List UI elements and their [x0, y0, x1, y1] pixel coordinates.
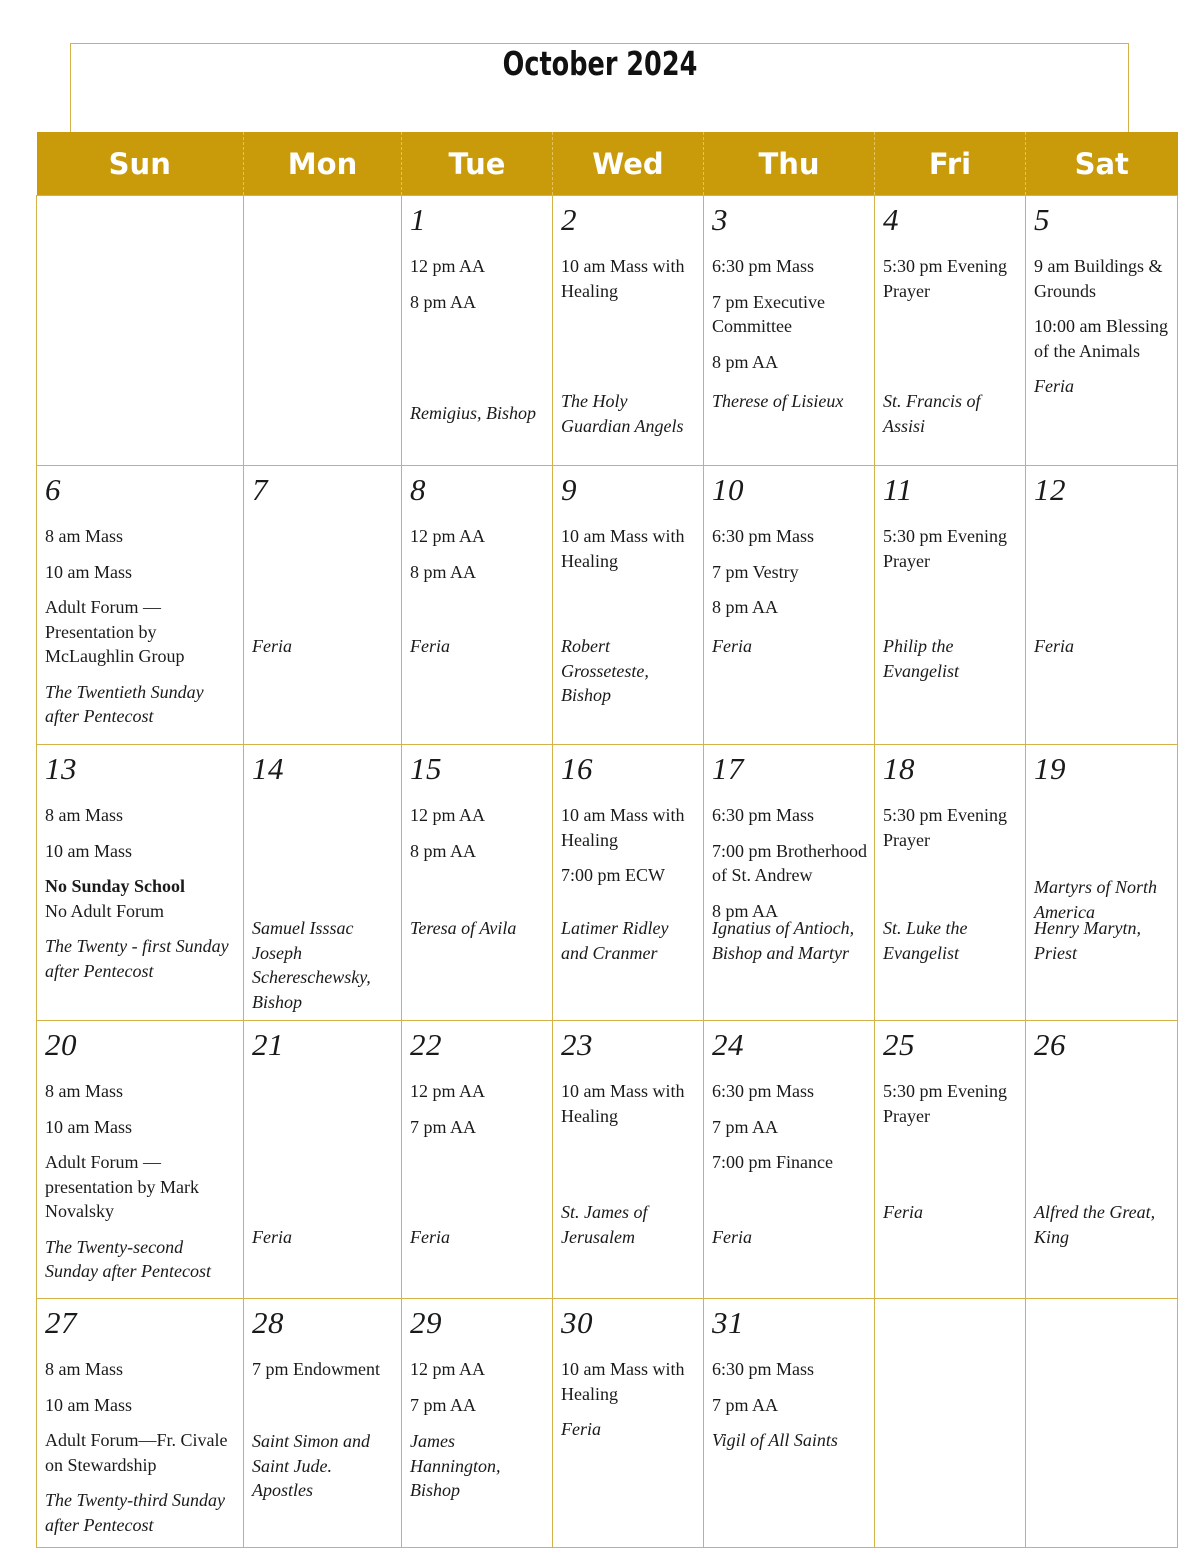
page-title: October 2024 [502, 44, 698, 83]
day-cell-content [875, 1299, 1025, 1547]
day-cell-content [704, 1021, 874, 1298]
day-number: 19 [1034, 751, 1066, 786]
day-cell-content [37, 745, 243, 1020]
day-number: 7 [252, 472, 268, 507]
day-cell-fri [875, 745, 1026, 1021]
event-item: 10 am Mass with Healing [561, 1359, 685, 1404]
event-item: 5:30 pm Evening Prayer [883, 1081, 1007, 1126]
day-cell-content [553, 196, 703, 465]
week-row [37, 1021, 1178, 1299]
day-cell-content [704, 466, 874, 744]
day-cell-sat [1026, 1299, 1178, 1548]
event-item: 10 am Mass [45, 561, 132, 582]
day-cell-content [553, 1021, 703, 1298]
event-item: 6:30 pm Mass [712, 526, 815, 546]
day-cell-tue [402, 466, 553, 745]
day-cell-wed [553, 1021, 704, 1299]
feast-day-label: Feria [252, 636, 292, 656]
feast-day-label: Philip the Evangelist [883, 636, 959, 681]
feast-day-label: St. Luke the Evangelist [883, 918, 968, 963]
week-row [37, 466, 1178, 745]
day-number: 9 [561, 472, 577, 507]
day-cell-tue [402, 745, 553, 1021]
event-item: 12 pm AA [410, 526, 486, 546]
feast-day-label: James Hannington, Bishop [410, 1431, 501, 1500]
feast-day-label: The Twenty - first Sunday after Pentecost [45, 936, 229, 981]
event-item: 7 pm Endowment [252, 1359, 380, 1379]
day-cell-fri [875, 1299, 1026, 1548]
day-number: 28 [252, 1305, 284, 1340]
day-cell-content [704, 1299, 874, 1547]
day-cell-fri [875, 196, 1026, 466]
day-cell-content [37, 466, 243, 744]
day-number: 18 [883, 751, 915, 786]
day-cell-content [875, 1021, 1025, 1298]
day-cell-thu [704, 196, 875, 466]
feast-day-label: St. James of Jerusalem [561, 1202, 648, 1247]
feast-day-label: The Holy Guardian Angels [561, 391, 684, 436]
day-cell-mon [244, 196, 402, 466]
day-cell-sat [1026, 196, 1178, 466]
feast-day-label: Alfred the Great, King [1034, 1202, 1156, 1247]
event-item: 5:30 pm Evening Prayer [883, 526, 1007, 571]
day-cell-sat [1026, 466, 1178, 745]
feast-day-label: Martyrs of North America [1034, 877, 1158, 922]
feast-day-label: Vigil of All Saints [712, 1430, 838, 1450]
weekday-header-row [37, 132, 1178, 196]
feast-day-label: Feria [410, 1227, 450, 1247]
event-item: 10 am Mass with Healing [561, 526, 685, 571]
day-number: 21 [252, 1027, 284, 1062]
event-item: 12 pm AA [410, 256, 486, 276]
event-item: 8 am Mass [45, 526, 123, 546]
day-cell-tue [402, 1299, 553, 1548]
event-item: 8 pm AA [410, 291, 477, 312]
day-cell-content [875, 745, 1025, 1020]
day-number: 27 [45, 1305, 77, 1340]
day-number: 25 [883, 1027, 915, 1062]
day-cell-content [1026, 745, 1177, 1020]
weekday-mon: Mon [244, 132, 402, 196]
event-item: 7 pm Vestry [712, 561, 799, 582]
day-number: 22 [410, 1027, 442, 1062]
event-item: 7 pm AA [712, 1116, 779, 1137]
event-item: Adult Forum—Fr. Civale on Stewardship [45, 1430, 228, 1475]
day-number: 3 [712, 202, 728, 237]
feast-day-label: The Twentieth Sunday after Pentecost [45, 681, 204, 726]
event-item: No Adult Forum [45, 900, 165, 921]
day-number: 31 [712, 1305, 744, 1340]
feast-day-label: Latimer Ridley and Cranmer [561, 918, 669, 963]
week-row [37, 196, 1178, 466]
day-cell-mon [244, 1299, 402, 1548]
event-item: Adult Forum — Presentation by McLaughlin Group [45, 597, 185, 666]
day-number: 4 [883, 202, 899, 237]
event-item: 10 am Mass [45, 1394, 132, 1415]
day-cell-tue [402, 1021, 553, 1299]
day-cell-mon [244, 466, 402, 745]
feast-day-label: Feria [712, 636, 752, 656]
event-item: 10 am Mass [45, 1116, 132, 1137]
day-cell-content [37, 1021, 243, 1298]
feast-day-label: Feria [883, 1202, 923, 1222]
feast-day-label: The Twenty-second Sunday after Pentecost [45, 1236, 211, 1281]
feast-day-label: Saint Simon and Saint Jude. Apostles [252, 1431, 371, 1500]
weekday-tue: Tue [402, 132, 553, 196]
event-item: 8 pm AA [712, 900, 779, 921]
event-item: 8 am Mass [45, 805, 123, 825]
event-item: 8 pm AA [410, 840, 477, 861]
day-number: 29 [410, 1305, 442, 1340]
day-cell-content [402, 745, 552, 1020]
event-item: 10 am Mass with Healing [561, 256, 685, 301]
day-number: 26 [1034, 1027, 1066, 1062]
day-number: 11 [883, 472, 913, 507]
day-number: 10 [712, 472, 744, 507]
event-item: 10:00 am Blessing of the Animals [1034, 316, 1168, 361]
day-cell-sun [37, 1021, 244, 1299]
day-cell-content [244, 1021, 401, 1298]
feast-day-label: Robert Grosseteste, Bishop [561, 636, 649, 705]
day-cell-thu [704, 745, 875, 1021]
event-item: 12 pm AA [410, 1081, 486, 1101]
day-number: 2 [561, 202, 577, 237]
event-item: 10 am Mass with Healing [561, 1081, 685, 1126]
feast-day-label: Samuel Isssac Joseph Schereschewsky, Bishop [252, 918, 371, 1012]
day-cell-thu [704, 1021, 875, 1299]
feast-day-label: Feria [410, 636, 450, 656]
event-item: 8 pm AA [410, 561, 477, 582]
day-cell-content [402, 1021, 552, 1298]
day-cell-thu [704, 1299, 875, 1548]
event-item: 8 pm AA [712, 597, 779, 617]
event-item: 12 pm AA [410, 805, 486, 825]
day-number: 13 [45, 751, 77, 786]
event-item: 8 pm AA [712, 351, 779, 372]
day-number: 15 [410, 751, 442, 786]
day-cell-content [402, 466, 552, 744]
day-number: 1 [410, 202, 426, 237]
day-cell-content [244, 745, 401, 1020]
day-number: 24 [712, 1027, 744, 1062]
feast-day-label: Feria [712, 1227, 752, 1247]
day-cell-wed [553, 745, 704, 1021]
day-cell-content [1026, 196, 1177, 465]
day-cell-fri [875, 1021, 1026, 1299]
event-item: 6:30 pm Mass [712, 1081, 815, 1101]
event-item: 6:30 pm Mass [712, 256, 815, 276]
feast-day-label: St. Francis of Assisi [883, 391, 981, 436]
weekday-thu: Thu [704, 132, 875, 196]
day-number: 23 [561, 1027, 593, 1062]
event-item: 6:30 pm Mass [712, 1359, 815, 1379]
event-item: 7:00 pm Brotherhood of St. Andrew [712, 840, 867, 885]
feast-day-label: Teresa of Avila [410, 918, 517, 938]
feast-day-label: Feria [561, 1419, 601, 1439]
calendar-grid [36, 132, 1178, 1548]
day-cell-content [1026, 466, 1177, 744]
day-cell-content [1026, 1299, 1177, 1547]
day-cell-content [37, 1299, 243, 1547]
event-item: 5:30 pm Evening Prayer [883, 256, 1007, 301]
day-cell-fri [875, 466, 1026, 745]
event-item: 7 pm AA [410, 1394, 477, 1415]
event-item: 12 pm AA [410, 1359, 486, 1379]
day-cell-content [402, 1299, 552, 1547]
day-number: 14 [252, 751, 284, 786]
day-cell-sat [1026, 1021, 1178, 1299]
day-cell-content [244, 196, 401, 465]
event-item: 6:30 pm Mass [712, 805, 815, 825]
weekday-sat: Sat [1026, 132, 1178, 196]
event-item: 7:00 pm ECW [561, 865, 665, 885]
day-cell-content [37, 196, 243, 465]
day-cell-wed [553, 1299, 704, 1548]
event-item: 9 am Buildings & Grounds [1034, 256, 1163, 301]
event-item: 7 pm AA [712, 1394, 779, 1415]
day-number: 5 [1034, 202, 1050, 237]
day-cell-content [875, 196, 1025, 465]
day-number: 17 [712, 751, 744, 786]
day-number: 20 [45, 1027, 77, 1062]
day-cell-sun [37, 1299, 244, 1548]
event-item: Adult Forum — presentation by Mark Novalsky [45, 1152, 199, 1221]
day-cell-sun [37, 196, 244, 466]
day-cell-content [553, 1299, 703, 1547]
feast-day-label: Henry Marytn, Priest [1034, 918, 1141, 963]
day-cell-sat [1026, 745, 1178, 1021]
day-cell-tue [402, 196, 553, 466]
week-row [37, 1299, 1178, 1548]
weekday-sun: Sun [37, 132, 244, 196]
day-number: 12 [1034, 472, 1066, 507]
event-item: 5:30 pm Evening Prayer [883, 805, 1007, 850]
event-item: 10 am Mass with Healing [561, 805, 685, 850]
day-number: 16 [561, 751, 593, 786]
day-cell-wed [553, 196, 704, 466]
day-cell-content [875, 466, 1025, 744]
event-item: 7:00 pm Finance [712, 1152, 833, 1172]
day-cell-content [704, 196, 874, 465]
event-item: 10 am Mass [45, 840, 132, 861]
day-cell-content [1026, 1021, 1177, 1298]
day-number: 6 [45, 472, 61, 507]
event-item: 7 pm AA [410, 1116, 477, 1137]
day-cell-mon [244, 745, 402, 1021]
day-number: 8 [410, 472, 426, 507]
weekday-wed: Wed [553, 132, 704, 196]
day-cell-content [244, 466, 401, 744]
feast-day-label: Remigius, Bishop [410, 403, 536, 423]
day-cell-sun [37, 466, 244, 745]
feast-day-label: Feria [1034, 376, 1074, 396]
feast-day-label: Feria [252, 1227, 292, 1247]
day-cell-thu [704, 466, 875, 745]
event-item: 7 pm Executive Committee [712, 291, 825, 336]
day-cell-sun [37, 745, 244, 1021]
day-cell-mon [244, 1021, 402, 1299]
week-row [37, 745, 1178, 1021]
weekday-fri: Fri [875, 132, 1026, 196]
day-cell-content [244, 1299, 401, 1547]
day-cell-content [402, 196, 552, 465]
day-cell-wed [553, 466, 704, 745]
day-number: 30 [561, 1305, 593, 1340]
feast-day-label: Therese of Lisieux [712, 391, 844, 411]
day-cell-content [553, 466, 703, 744]
feast-day-label: Feria [1034, 636, 1074, 656]
event-item-bold: No Sunday School [45, 876, 186, 896]
event-item: 8 am Mass [45, 1359, 123, 1379]
day-cell-content [704, 745, 874, 1020]
feast-day-label: Ignatius of Antioch, Bishop and Martyr [712, 918, 855, 963]
feast-day-label: The Twenty-third Sunday after Pentecost [45, 1490, 225, 1535]
day-cell-content [553, 745, 703, 1020]
event-item: 8 am Mass [45, 1081, 123, 1101]
